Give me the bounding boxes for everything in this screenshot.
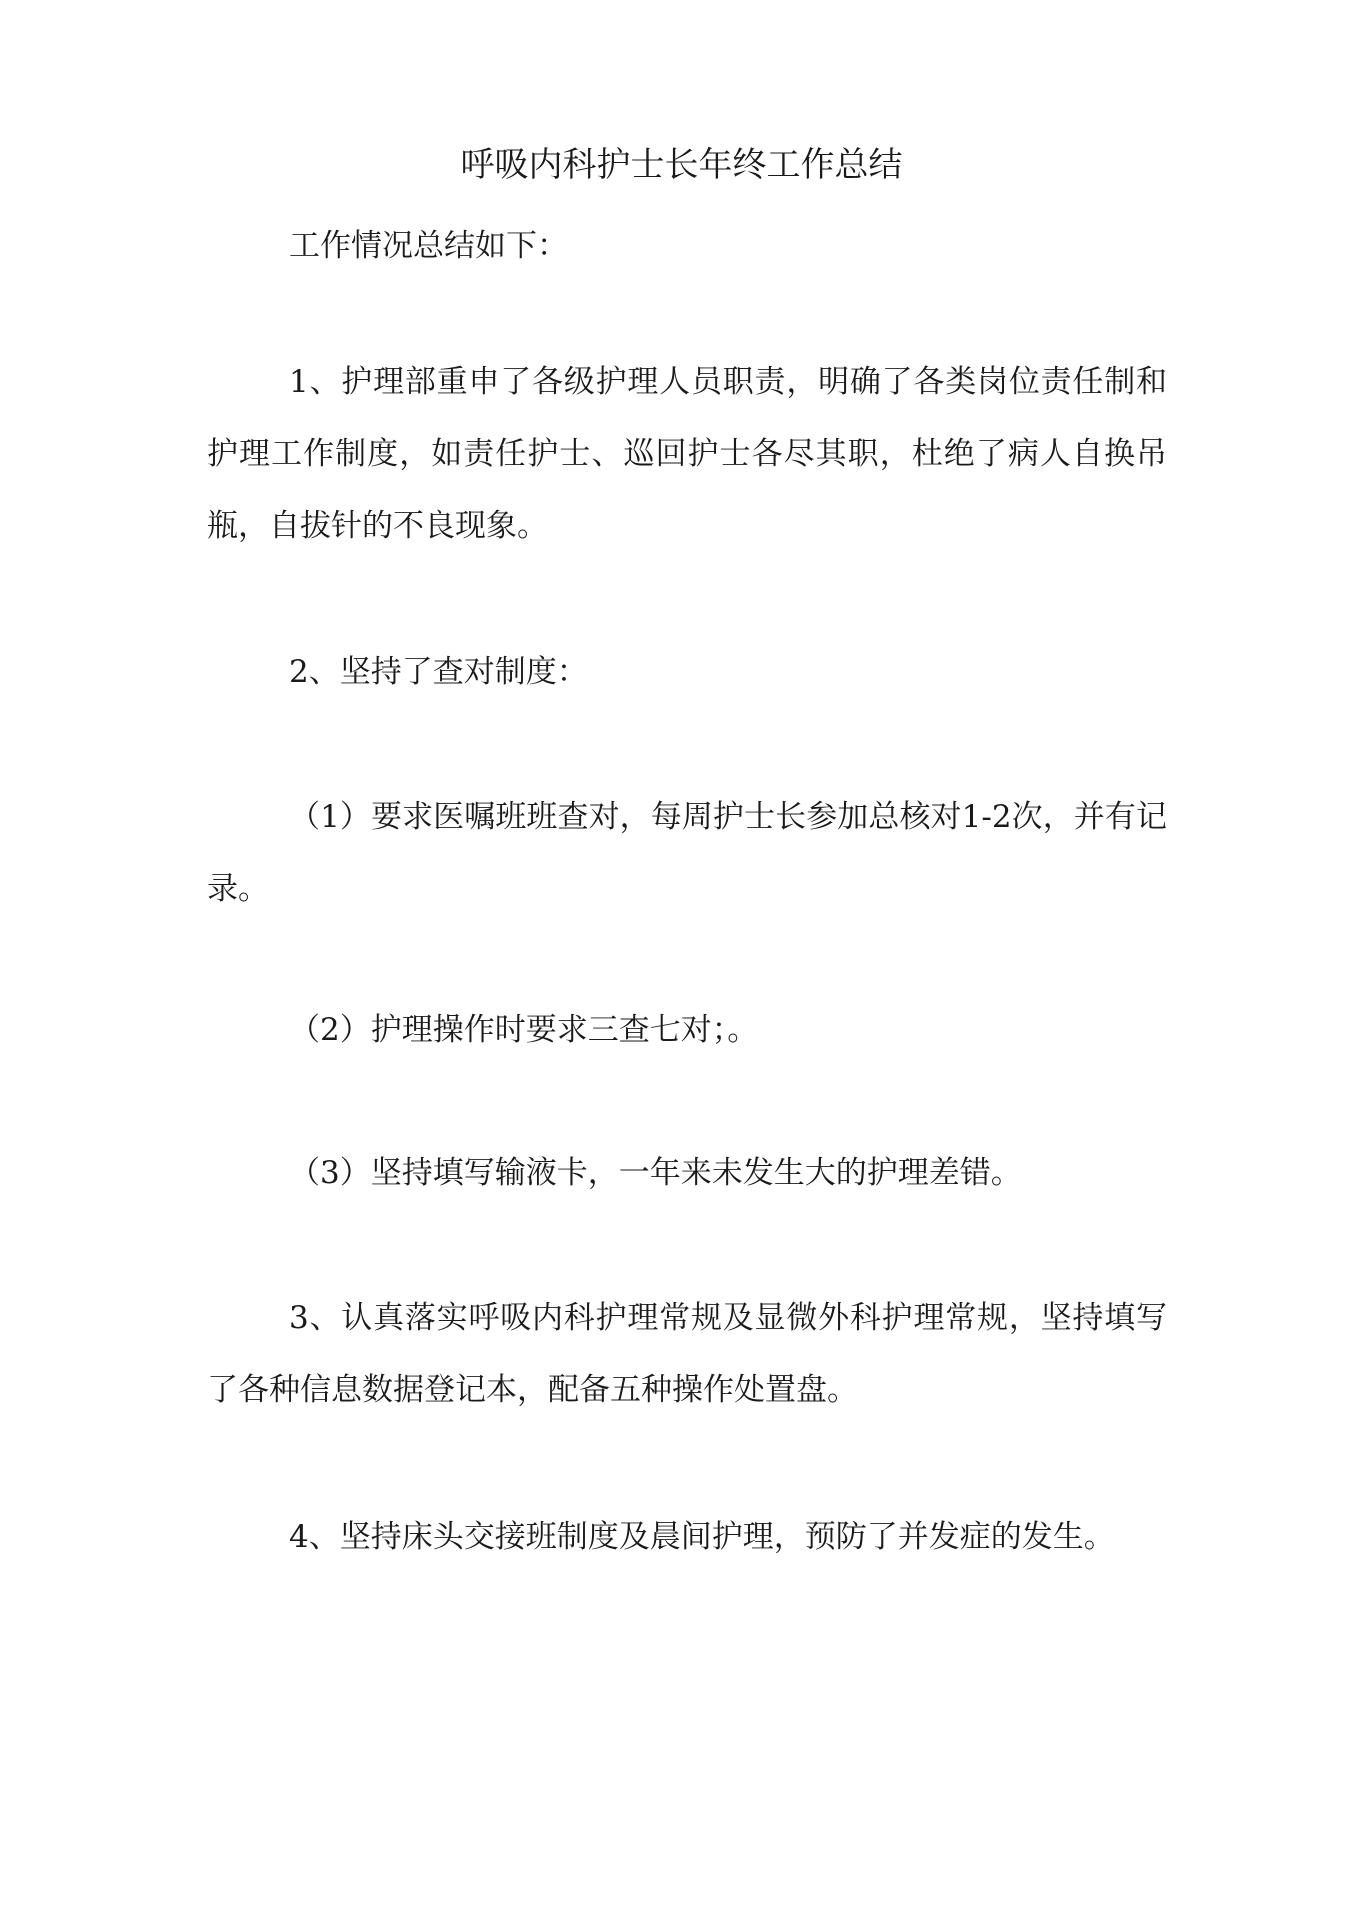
paragraph-2: 2、坚持了查对制度： [289, 654, 588, 690]
paragraph-2-2: （2）护理操作时要求三查七对；。 [289, 1012, 759, 1048]
document-title: 呼吸内科护士长年终工作总结 [460, 145, 903, 185]
intro-paragraph: 工作情况总结如下： [289, 228, 568, 264]
paragraph-2-1: （1）要求医嘱班班查对，每周护士长参加总核对1-2次，并有记录。 [207, 799, 1167, 907]
paragraph-4: 4、坚持床头交接班制度及晨间护理，预防了并发症的发生。 [289, 1519, 1115, 1555]
paragraph-2-3: （3）坚持填写输液卡，一年来未发生大的护理差错。 [289, 1155, 1022, 1191]
paragraph-3: 3、认真落实呼吸内科护理常规及显微外科护理常规，坚持填写了各种信息数据登记本，配备五种操作处置盘。 [207, 1300, 1167, 1408]
paragraph-1: 1、护理部重申了各级护理人员职责，明确了各类岗位责任制和护理工作制度，如责任护士、巡回护士各尽其职，杜绝了病人自换吊瓶，自拔针的不良现象。 [207, 364, 1167, 544]
